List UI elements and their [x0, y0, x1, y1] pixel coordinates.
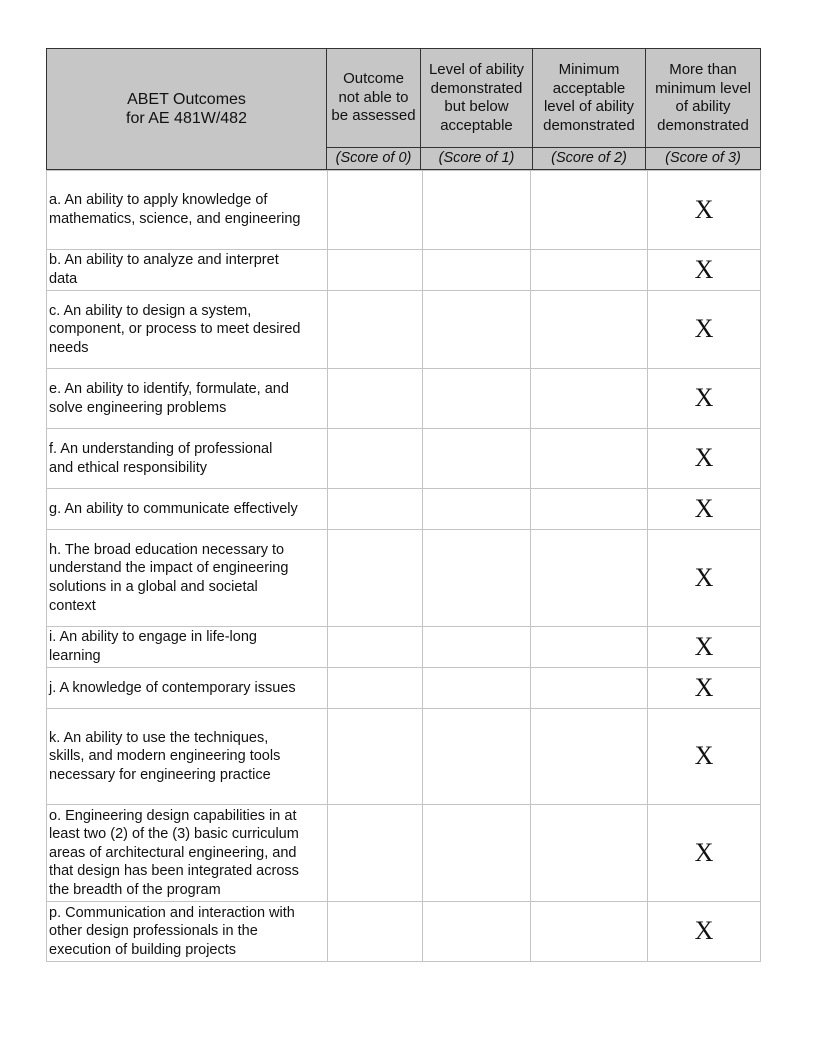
- score-1-cell: [423, 530, 531, 627]
- score-label-0: (Score of 0): [327, 148, 421, 170]
- outcome-text-line: a. An ability to apply knowledge of: [49, 192, 268, 209]
- col-header-line: More than: [669, 61, 737, 78]
- outcome-text-line: other design professionals in the: [49, 923, 258, 940]
- outcome-cell: [47, 902, 328, 962]
- table-row: [47, 709, 761, 805]
- score-3-mark: X: [648, 530, 761, 627]
- col-header-line: not able to: [338, 88, 409, 106]
- score-0-cell: [328, 369, 423, 429]
- title-line-1: ABET Outcomes: [127, 91, 246, 108]
- score-0-cell: [328, 171, 423, 250]
- outcome-text-line: h. The broad education necessary to: [49, 541, 285, 558]
- score-3-mark: X: [648, 429, 761, 489]
- outcome-cell: [47, 627, 328, 668]
- outcome-text-line: learning: [49, 648, 101, 664]
- score-2-cell: [531, 805, 648, 902]
- table-row: [47, 429, 761, 489]
- score-0-cell: [328, 627, 423, 668]
- score-2-cell: [531, 369, 648, 429]
- score-1-cell: [423, 429, 531, 489]
- outcome-text-line: that design has been integrated across: [49, 863, 299, 880]
- outcome-cell: [47, 530, 328, 627]
- score-3-mark: X: [648, 291, 761, 369]
- outcomes-table: [46, 170, 761, 962]
- score-2-cell: [531, 709, 648, 805]
- outcome-cell: [47, 171, 328, 250]
- score-2-cell: [531, 627, 648, 668]
- col-header-line: Outcome: [343, 70, 404, 88]
- col-header-line: level of ability: [543, 98, 635, 115]
- score-2-cell: [531, 530, 648, 627]
- title-line-2: for AE 481W/482: [126, 110, 247, 127]
- score-0-cell: [328, 250, 423, 291]
- score-label-1: (Score of 1): [421, 148, 533, 170]
- col-header-line: minimum level: [655, 79, 751, 97]
- outcome-text-line: e. An ability to identify, formulate, and: [49, 380, 289, 397]
- outcome-cell: [47, 291, 328, 369]
- score-1-cell: [423, 902, 531, 962]
- title-cell: [47, 49, 327, 170]
- outcome-text-line: execution of building projects: [49, 941, 237, 958]
- score-1-cell: [423, 489, 531, 530]
- col-header-line: acceptable: [552, 79, 626, 97]
- table-row: [47, 805, 761, 902]
- score-3-mark: X: [648, 250, 761, 291]
- score-1-cell: [423, 709, 531, 805]
- col-header-score-0: [327, 49, 421, 148]
- outcome-text-line: c. An ability to design a system,: [49, 302, 252, 319]
- outcome-cell: [47, 489, 328, 530]
- outcome-text-line: needs: [49, 339, 89, 356]
- score-2-cell: [531, 291, 648, 369]
- outcome-text-line: f. An understanding of professional: [49, 440, 273, 457]
- outcome-text-line: context: [49, 597, 96, 614]
- score-1-cell: [423, 291, 531, 369]
- score-1-cell: [423, 369, 531, 429]
- score-3-mark: X: [648, 902, 761, 962]
- col-header-line: demonstrated: [543, 116, 635, 134]
- outcome-text-line: and ethical responsibility: [49, 459, 207, 476]
- col-header-line: demonstrated: [430, 79, 523, 97]
- score-2-cell: [531, 668, 648, 709]
- outcome-text-line: solutions in a global and societal: [49, 579, 258, 595]
- score-0-cell: [328, 530, 423, 627]
- col-header-line: Level of ability: [428, 61, 525, 78]
- outcome-text-line: understand the impact of engineering: [49, 560, 289, 577]
- table-row: [47, 530, 761, 627]
- score-1-cell: [423, 668, 531, 709]
- score-1-cell: [423, 805, 531, 902]
- table-row: [47, 291, 761, 369]
- score-0-cell: [328, 805, 423, 902]
- col-header-score-2: [533, 49, 646, 148]
- outcome-text-line: necessary for engineering practice: [49, 766, 271, 783]
- header-row: [47, 49, 761, 148]
- table-row: [47, 250, 761, 291]
- outcome-text-line: g. An ability to communicate effectively: [49, 500, 298, 517]
- col-header-score-1: [421, 49, 533, 148]
- outcome-text-line: areas of architectural engineering, and: [49, 844, 297, 861]
- outcome-text-line: p. Communication and interaction with: [49, 904, 295, 921]
- outcome-cell: [47, 250, 328, 291]
- table-row: [47, 489, 761, 530]
- score-2-cell: [531, 429, 648, 489]
- score-1-cell: [423, 250, 531, 291]
- score-3-mark: X: [648, 489, 761, 530]
- score-2-cell: [531, 250, 648, 291]
- outcome-text-line: b. An ability to analyze and interpret: [49, 252, 279, 269]
- col-header-line: of ability: [675, 98, 731, 115]
- col-header-score-3: [646, 49, 761, 148]
- score-0-cell: [328, 489, 423, 530]
- score-3-mark: X: [648, 171, 761, 250]
- score-2-cell: [531, 489, 648, 530]
- outcome-cell: [47, 668, 328, 709]
- score-2-cell: [531, 902, 648, 962]
- score-3-mark: X: [648, 627, 761, 668]
- outcome-text-line: solve engineering problems: [49, 399, 227, 416]
- outcome-text-line: least two (2) of the (3) basic curriculum: [49, 826, 299, 843]
- outcome-text-line: the breadth of the program: [49, 881, 221, 898]
- table-row: [47, 369, 761, 429]
- score-0-cell: [328, 291, 423, 369]
- table-row: [47, 668, 761, 709]
- score-0-cell: [328, 668, 423, 709]
- outcome-cell: [47, 709, 328, 805]
- score-0-cell: [328, 709, 423, 805]
- col-header-line: but below: [444, 98, 509, 115]
- table-row: [47, 902, 761, 962]
- outcome-text-line: o. Engineering design capabilities in at: [49, 807, 297, 824]
- table-row: [47, 171, 761, 250]
- score-3-mark: X: [648, 709, 761, 805]
- outcome-cell: [47, 429, 328, 489]
- score-label-2: (Score of 2): [533, 148, 646, 170]
- col-header-line: demonstrated: [657, 116, 749, 134]
- score-3-mark: X: [648, 369, 761, 429]
- outcome-text-line: k. An ability to use the techniques,: [49, 729, 269, 746]
- outcome-text-line: data: [49, 271, 78, 287]
- outcome-cell: [47, 369, 328, 429]
- col-header-line: acceptable: [440, 116, 513, 134]
- outcome-text-line: j. A knowledge of contemporary issues: [49, 679, 296, 696]
- outcomes-body: [47, 171, 761, 962]
- score-3-mark: X: [648, 805, 761, 902]
- outcome-cell: [47, 805, 328, 902]
- score-1-cell: [423, 171, 531, 250]
- table-row: [47, 627, 761, 668]
- col-header-line: be assessed: [331, 107, 416, 125]
- score-1-cell: [423, 627, 531, 668]
- score-2-cell: [531, 171, 648, 250]
- outcome-text-line: i. An ability to engage in life-long: [49, 629, 257, 646]
- score-label-3: (Score of 3): [646, 148, 761, 170]
- outcome-text-line: mathematics, science, and engineering: [49, 211, 301, 227]
- col-header-line: Minimum: [558, 61, 620, 78]
- outcome-text-line: skills, and modern engineering tools: [49, 748, 281, 765]
- header-table: [46, 48, 761, 170]
- score-3-mark: X: [648, 668, 761, 709]
- score-0-cell: [328, 429, 423, 489]
- outcome-text-line: component, or process to meet desired: [49, 321, 301, 338]
- score-0-cell: [328, 902, 423, 962]
